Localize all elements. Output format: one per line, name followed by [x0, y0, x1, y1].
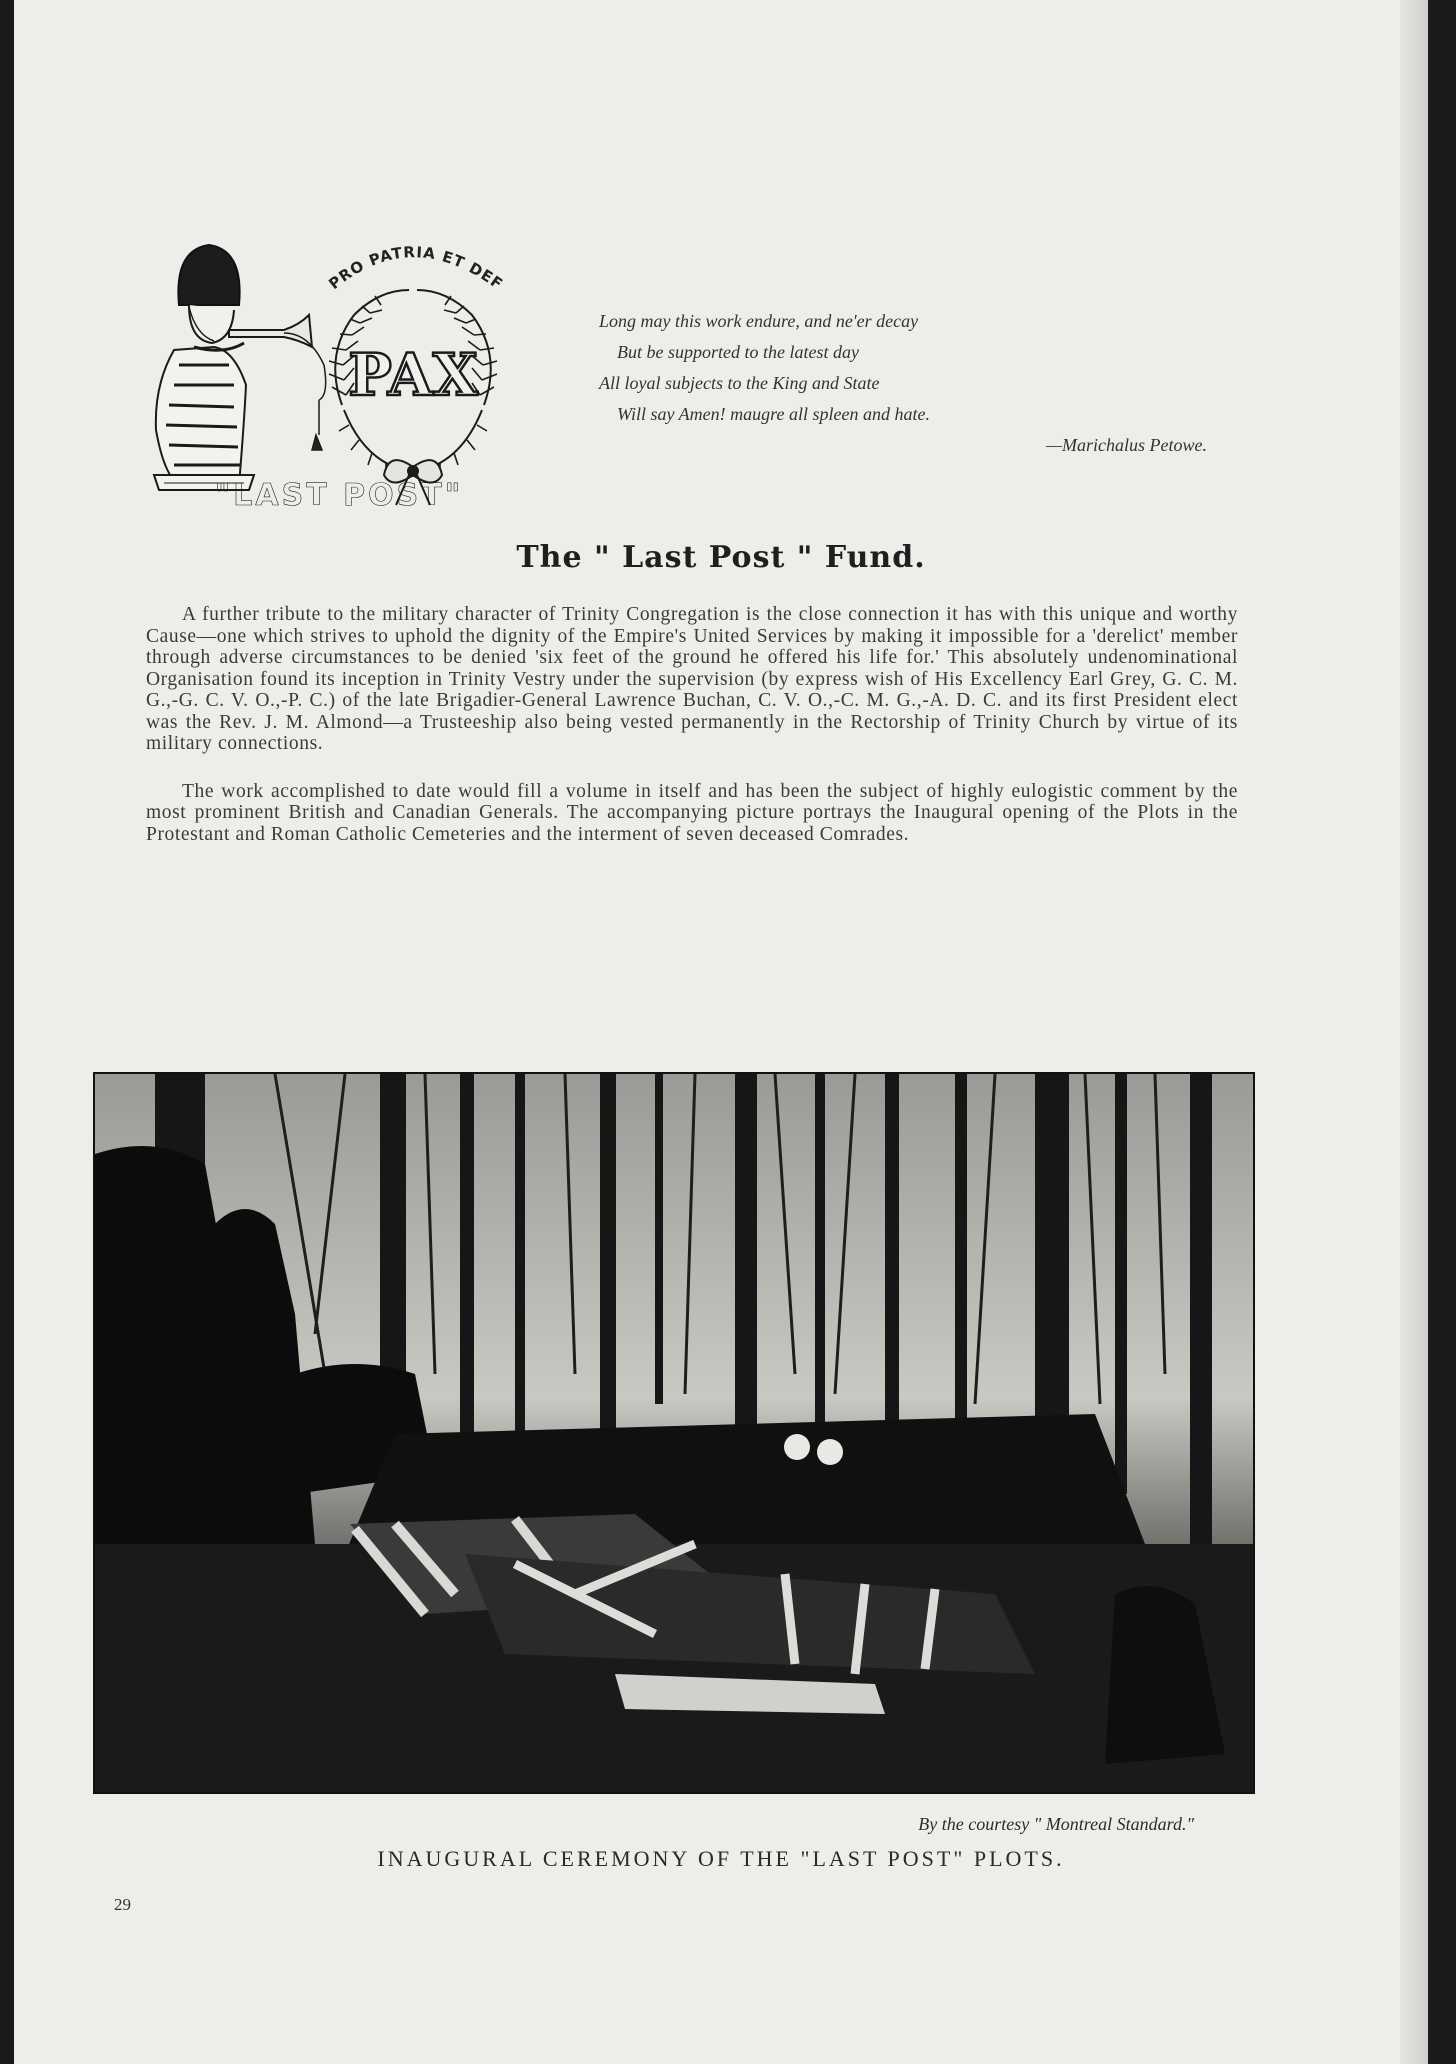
paragraph: The work accomplished to date would fill a volume in itself and has been the subject of highly eulogistic comment by the most prominent British and Canadian Generals. The accompanying picture portrays the Inaugural opening of the Plots in the Protestant and Roman Catholic Cemeteries and the interment of seven deceased Comrades.: [146, 780, 1238, 845]
photo-scene: [95, 1074, 1253, 1792]
bugler-figure: [154, 245, 326, 490]
poem-line: But be supported to the latest day: [617, 342, 859, 362]
poem-attribution: —Marichalus Petowe.: [1046, 435, 1207, 455]
poem-line: All loyal subjects to the King and State: [599, 373, 880, 393]
photo-credit: By the courtesy " Montreal Standard.": [918, 1814, 1194, 1834]
document-page: [14, 0, 1428, 2064]
paragraph: A further tribute to the military character of Trinity Congregation is the close connection it has with this unique and worthy Cause—one which strives to uphold the dignity of the Empire's United Services by making it impossible for a 'derelict' member through adverse circumstances to be denied 'six feet of the ground he offered his life for.' This absolutely undenominational Organisation found its inception in Trinity Vestry under the supervision (by express wish of His Excellency Earl Grey, G. C. M. G.,-G. C. V. O.,-P. C.) of the late Brigadier-General Lawrence Buchan, C. V. O.,-C. M. G.,-A. D. C. and its first President elect was the Rev. J. M. Almond—a Trusteeship also being vested permanently in the Rectorship of Trinity Church by virtue of its military connections.: [146, 604, 1238, 754]
article-title: The " Last Post " Fund.: [516, 540, 926, 575]
poem-line: Will say Amen! maugre all spleen and hate.: [617, 404, 930, 424]
emblem-motto: PRO PATRIA ET DEF: [325, 243, 507, 294]
page-number: 29: [114, 1895, 131, 1914]
article-body: [146, 604, 1238, 845]
emblem-center-word: PAX: [348, 341, 478, 409]
photo-caption: INAUGURAL CEREMONY OF THE "LAST POST" PLOTS.: [377, 1846, 1065, 1871]
epigraph-poem: [599, 306, 1219, 461]
poem-line: Long may this work endure, and ne'er decay: [599, 311, 919, 331]
page-edge: [1400, 0, 1428, 2064]
ceremony-photograph: [93, 1072, 1255, 1794]
emblem-caption: "LAST POST": [214, 478, 464, 513]
